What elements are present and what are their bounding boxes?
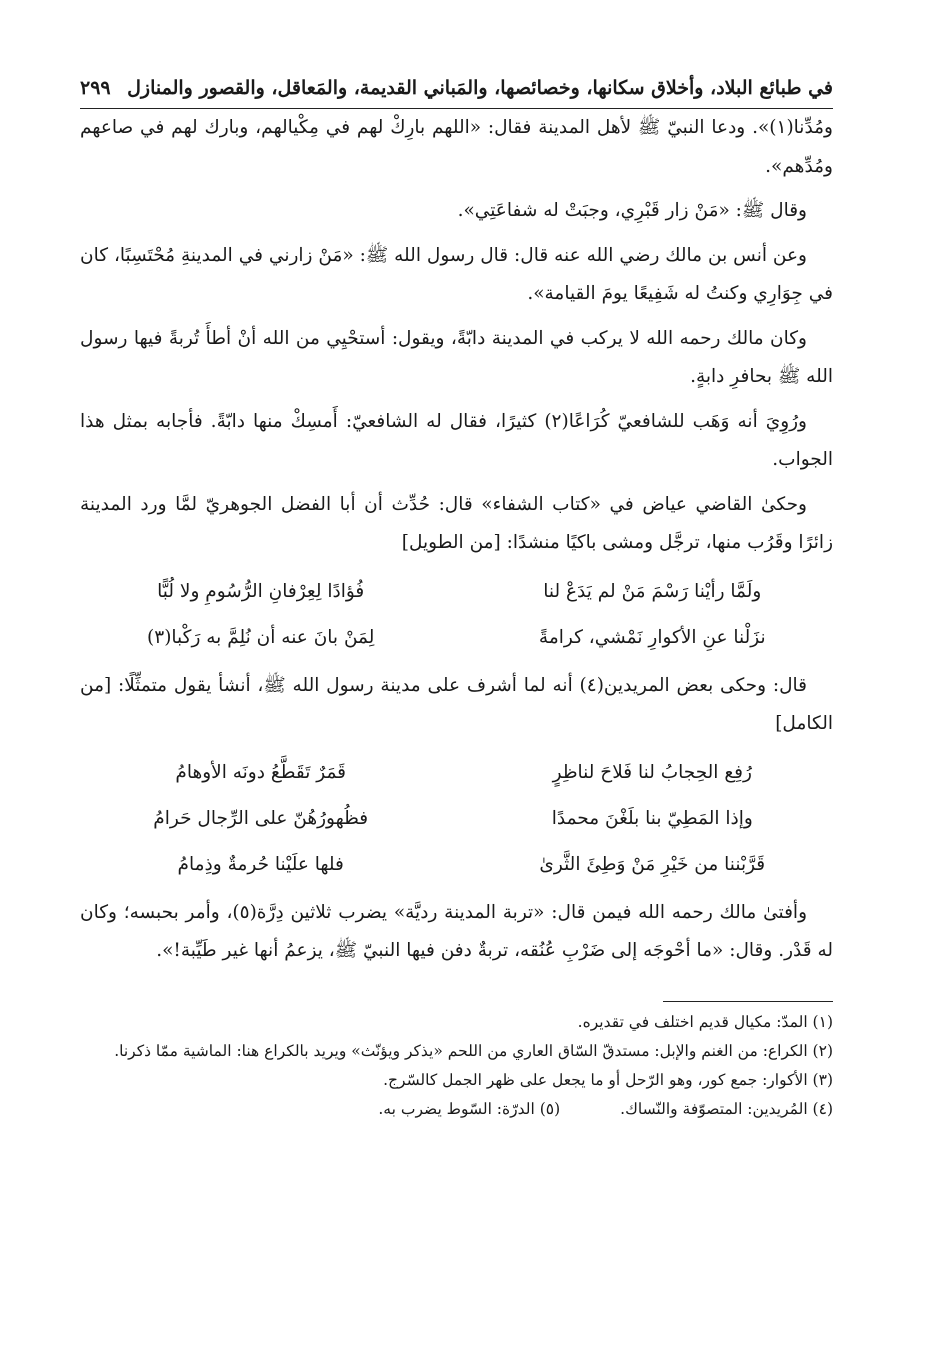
footnotes	[80, 1001, 833, 1124]
verse-first-hemistich: نزَلْنا عنِ الأكوارِ نَمْشي، كرامةً	[538, 626, 766, 648]
paragraph: وكان مالك رحمه الله لا يركب في المدينة دابّةً، ويقول: أستحْيِي من الله أنْ أطأَ تُربةً فيها رسول الله ﷺ بحافرِ دابةٍ.	[80, 327, 833, 387]
footnote: (١) المدّ: مكيال قديم اختلف في تقديره.	[577, 1012, 833, 1031]
footnote: (٢) الكراع: من الغنم والإبل: مستدقّ السّاق العاري من اللحم «يذكر ويؤنّث» ويريد بالكراع هنا: الماشية ممّا ذكرنا.	[114, 1041, 833, 1060]
header-title: في طبائع البلاد، وأخلاق سكانها، وخصائصها، والمَباني القديمة، والمَعاقل، والقصور والمنازل	[127, 77, 833, 99]
verse	[80, 750, 833, 796]
verse-first-hemistich: وإذا المَطِيّ بنا بلَغْنَ محمدًا	[551, 807, 753, 829]
running-header	[80, 70, 833, 109]
verse-second-hemistich: فلها علَيْنا حُرمةٌ وذِمامُ	[177, 853, 344, 875]
verse	[80, 796, 833, 842]
verse	[80, 615, 833, 661]
footnote-separator	[663, 1001, 833, 1002]
paragraph: وحكىٰ القاضي عياض في «كتاب الشفاء» قال: حُدِّث أن أبا الفضل الجوهريّ لمَّا ورد المدينة زائرًا وقَرُب منها، ترجَّل ومشى باكيًا منشدًا: [من الطويل]	[80, 493, 833, 553]
footnote: (٣) الأكوار: جمع كور، وهو الرّحل أو ما يجعل على ظهر الجمل كالسّرج.	[383, 1070, 833, 1089]
document-page	[80, 70, 833, 1347]
footnote: (٥) الدرّة: السّوط يضرب به.	[378, 1099, 561, 1118]
paragraph: وقال ﷺ: «مَنْ زار قَبْرِي، وجبَتْ له شفاعَتِي».	[457, 200, 807, 221]
verse-second-hemistich: فُؤادًا لِعِرْفانِ الرُّسُومِ ولا لُبًّا	[157, 580, 365, 602]
poem-tawil	[80, 569, 833, 661]
verse-second-hemistich: قَمَرٌ تَقَطَّعُ دونَه الأوهامُ	[175, 761, 347, 783]
verse-second-hemistich: لِمَنْ بانَ عنه أن نُلِمَّ به رَكْبا(٣)	[147, 626, 375, 648]
verse	[80, 842, 833, 888]
paragraph: قال: وحكى بعض المريدين(٤) أنه لما أشرف على مدينة رسول الله ﷺ، أنشأ يقول متمثِّلًا: [من الكامل]	[80, 674, 833, 734]
page-number: ٢٩٩	[80, 77, 111, 99]
footnote-row	[80, 1095, 833, 1124]
paragraph: وأفتىٰ مالك رحمه الله فيمن قال: «تربة المدينة رديَّة» يضرب ثلاثين دِرَّة(٥)، وأمر بحبسه؛ وكان له قَدْر. وقال: «ما أحْوجَه إلى ضَرْبِ عُنُقه، تربةٌ دفن فيها النبيّ ﷺ، يزعمُ أنها غير طَيِّبة!».	[80, 901, 833, 961]
poem-kamil	[80, 750, 833, 888]
verse	[80, 569, 833, 615]
paragraph: ومُدِّنا(١)». ودعا النبيّ ﷺ لأهل المدينة فقال: «اللهم بارِكْ لهم في مِكْيالهم، وبارك لهم في صاعهم ومُدِّهم».	[80, 117, 833, 177]
main-text	[80, 109, 833, 971]
footnote: (٤) المُريدين: المتصوّفة والنّساك.	[620, 1099, 833, 1118]
paragraph: وعن أنس بن مالك رضي الله عنه قال: قال رسول الله ﷺ: «مَنْ زارني في المدينةِ مُحْتَسِبًا، كان في جِوَارِي وكنتُ له شَفِيعًا يومَ القيامة».	[80, 244, 833, 304]
verse-first-hemistich: رُفِع الحِجابُ لنا فَلاحَ لناظِرٍ	[552, 761, 752, 783]
verse-first-hemistich: ولَمَّا رأيْنا رَسْمَ مَنْ لم يَدَعْ لنا	[543, 580, 762, 602]
verse-second-hemistich: فظُهورُهُنّ على الرِّجال حَرامُ	[153, 807, 369, 829]
paragraph: ورُوِيَ أنه وَهَب للشافعيّ كُرَاعًا(٢) كثيرًا، فقال له الشافعيّ: أَمسِكْ منها دابّةً. فأجابه بمثل هذا الجواب.	[80, 410, 833, 470]
verse-first-hemistich: قَرَّبْننا من خَيْرِ مَنْ وَطِئَ الثَّرىٰ	[539, 853, 766, 875]
